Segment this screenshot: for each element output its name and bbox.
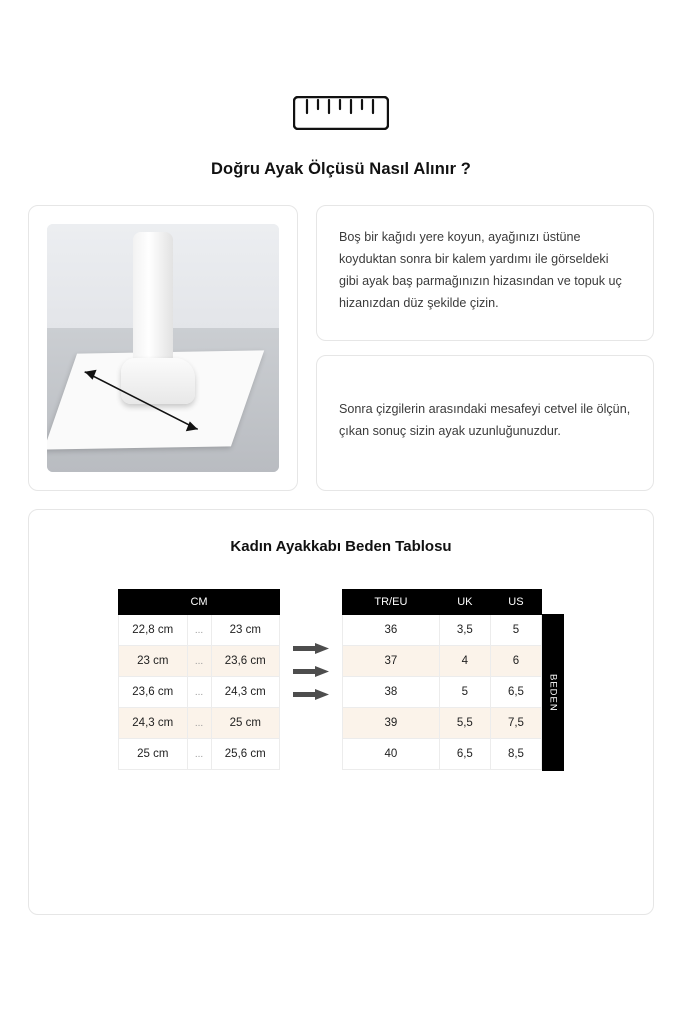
table-row (119, 708, 280, 739)
size-tr-eu: 36 (343, 615, 440, 646)
size-table-title: Kadın Ayakkabı Beden Tablosu (230, 538, 452, 555)
table-row (119, 615, 280, 646)
size-us: 6 (490, 646, 541, 677)
cm-sep: ... (187, 739, 211, 770)
page-title: Doğru Ayak Ölçüsü Nasıl Alınır ? (211, 160, 471, 178)
size-uk: 3,5 (439, 615, 490, 646)
size-table (342, 589, 542, 770)
instruction-card-1 (316, 205, 654, 341)
cm-sep: ... (187, 615, 211, 646)
instruction-card-2 (316, 355, 654, 491)
measure-arrow (47, 224, 279, 472)
instructions-column (316, 205, 654, 491)
size-header-us: US (490, 590, 541, 615)
cm-table-header-row (119, 590, 280, 615)
size-us: 8,5 (490, 739, 541, 770)
table-row (343, 615, 542, 646)
arrows-column (280, 589, 342, 700)
table-row (343, 708, 542, 739)
cm-from: 22,8 cm (119, 615, 188, 646)
cm-sep: ... (187, 677, 211, 708)
size-tr-eu: 40 (343, 739, 440, 770)
cm-table (118, 589, 280, 770)
cm-from: 25 cm (119, 739, 188, 770)
size-uk: 5,5 (439, 708, 490, 739)
size-header-uk: UK (439, 590, 490, 615)
table-row (119, 677, 280, 708)
foot-photo (47, 224, 279, 472)
cm-sep: ... (187, 708, 211, 739)
size-table-card (28, 509, 654, 915)
cm-from: 24,3 cm (119, 708, 188, 739)
size-tr-eu: 37 (343, 646, 440, 677)
cm-to: 24,3 cm (211, 677, 280, 708)
table-row (343, 646, 542, 677)
size-us: 5 (490, 615, 541, 646)
size-us: 7,5 (490, 708, 541, 739)
cm-header: CM (119, 590, 280, 615)
table-row (343, 677, 542, 708)
beden-label-text: BEDEN (547, 673, 559, 712)
size-header-tr-eu: TR/EU (343, 590, 440, 615)
instruction-text-2: Sonra çizgilerin arasındaki mesafeyi cetvel ile ölçün, çıkan sonuç sizin ayak uzunluğunuzdur. (339, 402, 631, 439)
ruler-icon (293, 96, 389, 130)
cm-to: 23,6 cm (211, 646, 280, 677)
foot-measure-image-card (28, 205, 298, 491)
size-uk: 4 (439, 646, 490, 677)
size-tr-eu: 38 (343, 677, 440, 708)
instruction-text-1: Boş bir kağıdı yere koyun, ayağınızı üstüne koyduktan sonra bir kalem yardımı ile görseldeki gibi ayak baş parmağınızın hizasından ve topuk uç hizanızdan düz şekilde çizin. (339, 230, 622, 311)
size-table-header-row (343, 590, 542, 615)
cm-to: 25 cm (211, 708, 280, 739)
table-row (119, 646, 280, 677)
cm-sep: ... (187, 646, 211, 677)
arrow-right-icon (293, 643, 329, 654)
size-uk: 6,5 (439, 739, 490, 770)
table-row (119, 739, 280, 770)
beden-side-label (542, 614, 564, 771)
ruler-icon-wrap (28, 0, 654, 130)
cm-from: 23,6 cm (119, 677, 188, 708)
top-section (28, 205, 654, 491)
size-us: 6,5 (490, 677, 541, 708)
arrow-right-icon (293, 689, 329, 700)
cm-to: 25,6 cm (211, 739, 280, 770)
cm-from: 23 cm (119, 646, 188, 677)
cm-to: 23 cm (211, 615, 280, 646)
size-table-wrap (342, 589, 564, 770)
tables-row (49, 589, 633, 770)
table-row (343, 739, 542, 770)
size-tr-eu: 39 (343, 708, 440, 739)
size-uk: 5 (439, 677, 490, 708)
arrow-right-icon (293, 666, 329, 677)
